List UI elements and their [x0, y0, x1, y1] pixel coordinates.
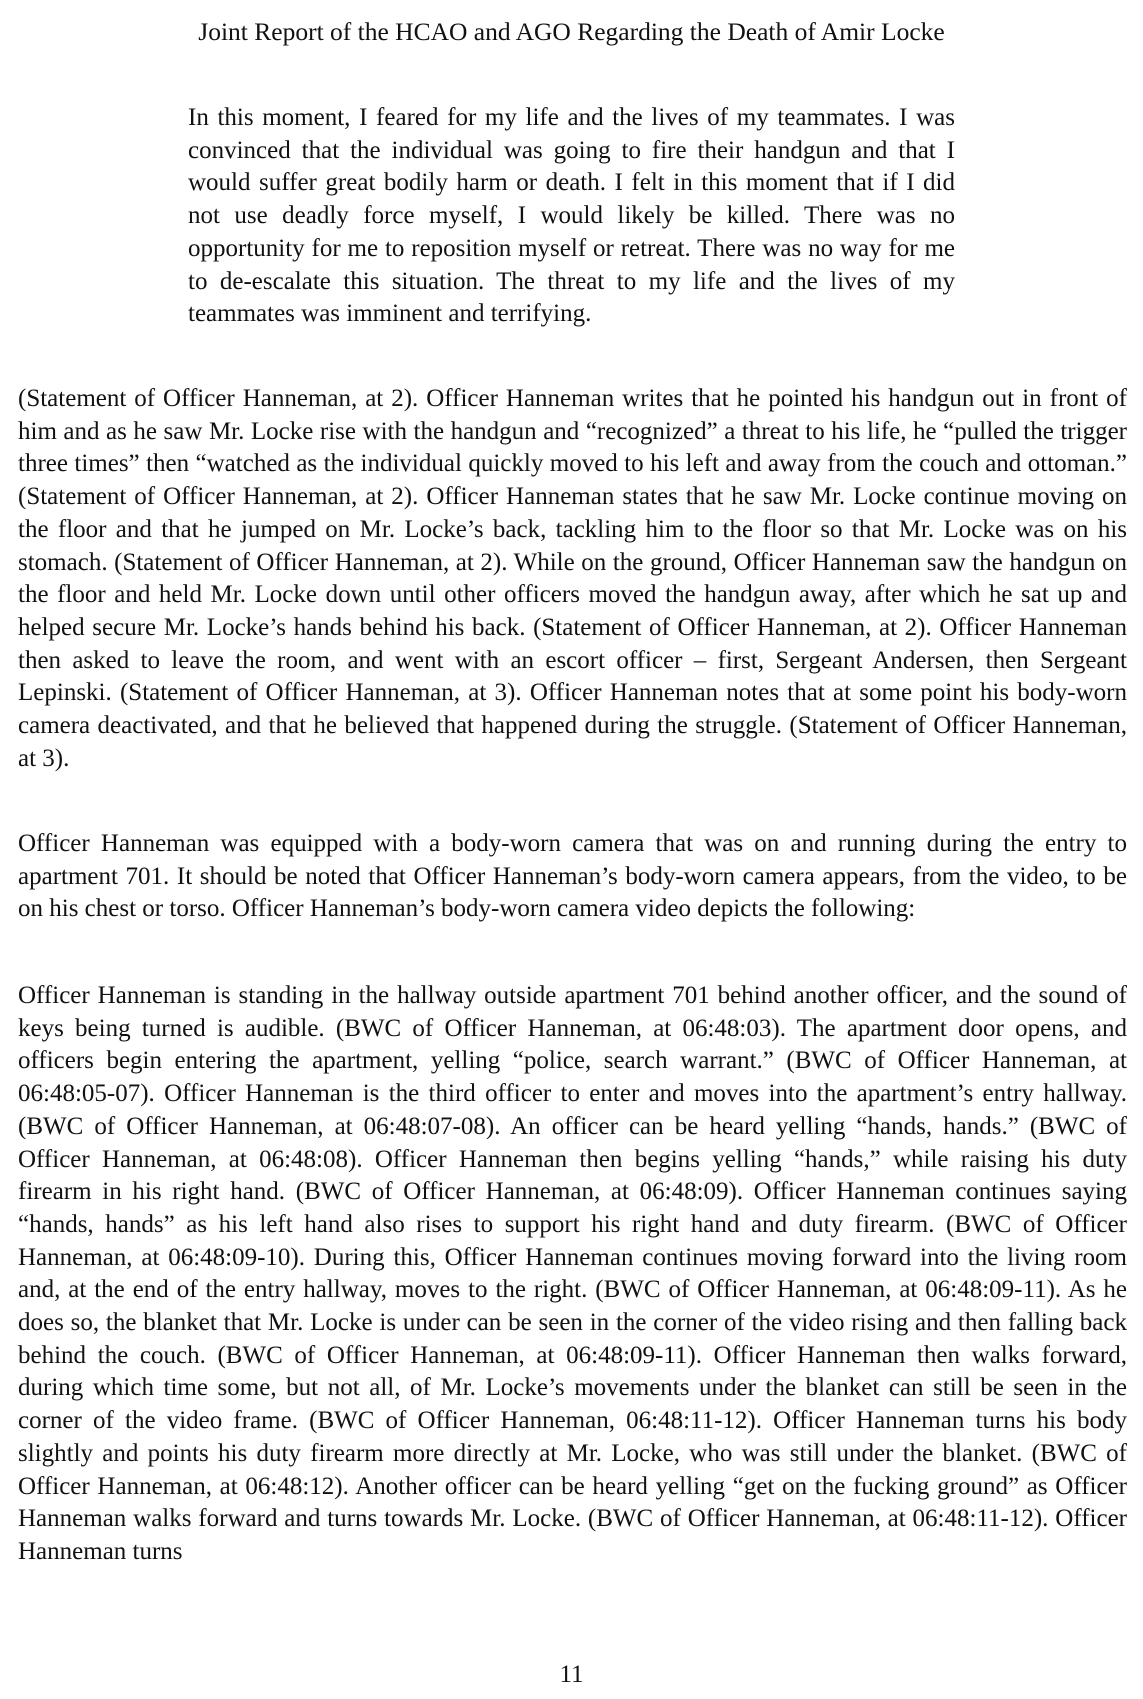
block-quote: In this moment, I feared for my life and the lives of my teammates. I was convinced that the individual was going to fire their handgun and that I would suffer great bodily harm or death. I felt in this moment that if I did not use deadly force myself, I would likely be killed. There was no opportunity for me to reposition myself or retreat. There was no way for me to de-escalate this situation. The threat to my life and the lives of my teammates was imminent and terrifying. [188, 104, 955, 328]
page-header: Joint Report of the HCAO and AGO Regarding the Death of Amir Locke [198, 17, 945, 46]
paragraph-bwc-intro: Officer Hanneman was equipped with a body-worn camera that was on and running during the entry to apartment 701. It should be noted that Officer Hanneman’s body-worn camera appears, from the video, to be on his chest or torso. Officer Hanneman’s body-worn camera video depicts the following: [18, 830, 1127, 923]
paragraph-bwc-description: Officer Hanneman is standing in the hallway outside apartment 701 behind another officer, and the sound of keys being turned is audible. (BWC of Officer Hanneman, at 06:48:03). The apartment door opens, and officers begin entering the apartment, yelling “police, search warrant.” (BWC of Officer Hanneman, at 06:48:05-07). Officer Hanneman is the third officer to enter and moves into the apartment’s entry hallway. (BWC of Officer Hanneman, at 06:48:07-08). An officer can be heard yelling “hands, hands.” (BWC of Officer Hanneman, at 06:48:08). Officer Hanneman then begins yelling “hands,” while raising his duty firearm in his right hand. (BWC of Officer Hanneman, at 06:48:09). Officer Hanneman continues saying “hands, hands” as his left hand also rises to support his right hand and duty firearm. (BWC of Officer Hanneman, at 06:48:09-10). During this, Officer Hanneman continues moving forward into the living room and, at the end of the entry hallway, moves to the right. (BWC of Officer Hanneman, at 06:48:09-11). As he does so, the blanket that Mr. Locke is under can be seen in the corner of the video rising and then falling back behind the couch. (BWC of Officer Hanneman, at 06:48:09-11). Officer Hanneman then walks forward, during which time some, but not all, of Mr. Locke’s movements under the blanket can still be seen in the corner of the video frame. (BWC of Officer Hanneman, 06:48:11-12). Officer Hanneman turns his body slightly and points his duty firearm more directly at Mr. Locke, who was still under the blanket. (BWC of Officer Hanneman, at 06:48:12). Another officer can be heard yelling “get on the fucking ground” as Officer Hanneman walks forward and turns towards Mr. Locke. (BWC of Officer Hanneman, at 06:48:11-12). Officer Hanneman turns [18, 982, 1127, 1565]
page-number: 11 [559, 1661, 584, 1688]
paragraph-statement-summary: (Statement of Officer Hanneman, at 2). Officer Hanneman writes that he pointed his handgun out in front of him and as he saw Mr. Locke rise with the handgun and “recognized” a threat to his life, he “pulled the trigger three times” then “watched as the individual quickly moved to his left and away from the couch and ottoman.” (Statement of Officer Hanneman, at 2). Officer Hanneman states that he saw Mr. Locke continue moving on the floor and that he jumped on Mr. Locke’s back, tackling him to the floor so that Mr. Locke was on his stomach. (Statement of Officer Hanneman, at 2). While on the ground, Officer Hanneman saw the handgun on the floor and held Mr. Locke down until other officers moved the handgun away, after which he sat up and helped secure Mr. Locke’s hands behind his back. (Statement of Officer Hanneman, at 2). Officer Hanneman then asked to leave the room, and went with an escort officer – first, Sergeant Andersen, then Sergeant Lepinski. (Statement of Officer Hanneman, at 3). Officer Hanneman notes that at some point his body-worn camera deactivated, and that he believed that happened during the struggle. (Statement of Officer Hanneman, at 3). [18, 385, 1127, 772]
